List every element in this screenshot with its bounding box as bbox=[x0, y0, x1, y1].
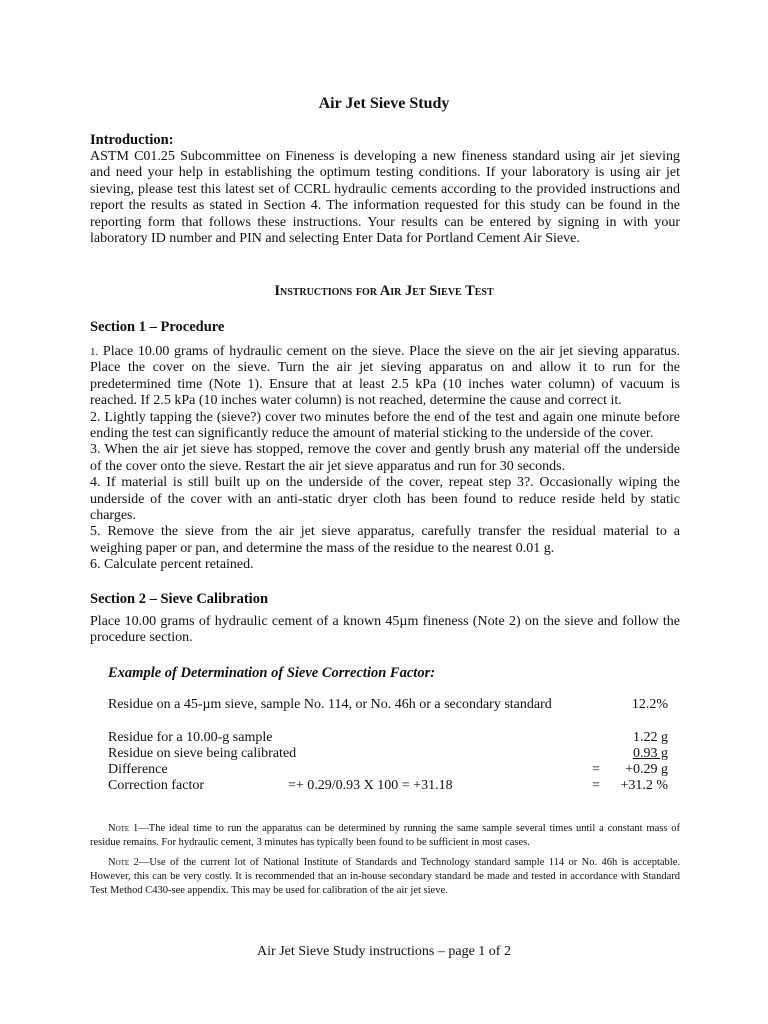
calc-equals: = bbox=[592, 778, 600, 793]
page-title: Air Jet Sieve Study bbox=[318, 95, 450, 112]
calc-label: Residue on sieve being calibrated bbox=[108, 746, 297, 761]
step-number: 2. bbox=[90, 409, 101, 425]
step-text: If material is still built up on the underside of the cover, repeat step 3?. Occasionally wiping the underside of the cover with an anti-static dryer cloth has been found to reduce reside held by static charges. bbox=[90, 475, 680, 524]
calc-row bbox=[108, 746, 668, 762]
step-text: When the air jet sieve has stopped, remove the cover and gently brush any material off the underside of the cover onto the sieve. Restart the air jet sieve apparatus and run for 30 seconds. bbox=[90, 442, 680, 474]
introduction-heading: Introduction: bbox=[90, 132, 174, 148]
procedure-steps bbox=[90, 344, 680, 574]
step-number: 5. bbox=[90, 524, 101, 540]
procedure-step bbox=[90, 410, 680, 443]
step-number: 3. bbox=[90, 442, 101, 458]
note-lead: Note 2 bbox=[108, 857, 139, 868]
instructions-heading: Instructions for Air Jet Sieve Test bbox=[274, 283, 494, 299]
calc-value: +0.29 g bbox=[625, 762, 668, 777]
note-lead: Note 1 bbox=[108, 823, 139, 834]
step-number: 4. bbox=[90, 475, 101, 491]
procedure-step bbox=[90, 475, 680, 524]
calc-formula: =+ 0.29/0.93 X 100 = +31.18 bbox=[288, 778, 453, 793]
section2-heading: Section 2 – Sieve Calibration bbox=[90, 591, 269, 607]
calc-equals: = bbox=[592, 762, 600, 777]
procedure-step bbox=[90, 557, 680, 573]
step-text: Lightly tapping the (sieve?) cover two minutes before the end of the test and again one minute before ending the test can significantly reduce the amount of material sticking to the underside of the cover. bbox=[90, 409, 680, 442]
page-footer: Air Jet Sieve Study instructions – page 1 of 2 bbox=[257, 944, 511, 959]
procedure-step bbox=[90, 344, 680, 410]
introduction-paragraph: ASTM C01.25 Subcommittee on Fineness is developing a new fineness standard using air jet sieving and need your help in establishing the optimum testing conditions. If your laboratory is using air jet sieving, please test this latest set of CCRL hydraulic cements according to the provided instructions and report the results as stated in Section 4. The information requested for this study can be found in the reporting form that follows these instructions. Your results can be entered by signing in with your laboratory ID number and PIN and selecting Enter Data for Portland Cement Air Sieve. bbox=[90, 149, 680, 247]
step-text: Calculate percent retained. bbox=[100, 557, 254, 573]
calc-label: Residue for a 10.00-g sample bbox=[108, 730, 273, 745]
step-number: 1. bbox=[90, 346, 99, 358]
section1-heading: Section 1 – Procedure bbox=[90, 319, 225, 335]
procedure-step bbox=[90, 524, 680, 557]
calc-label: Correction factor bbox=[108, 778, 205, 793]
calc-row bbox=[108, 762, 668, 778]
calc-value: +31.2 % bbox=[620, 778, 668, 793]
calc-label: Difference bbox=[108, 762, 168, 777]
section2-paragraph: Place 10.00 grams of hydraulic cement of a known 45µm fineness (Note 2) on the sieve and follow the procedure section. bbox=[90, 614, 680, 646]
procedure-step bbox=[90, 442, 680, 475]
note-text: —Use of the current lot of National Institute of Standards and Technology standard sample 114 or No. 46h is acceptable. However, this can be very costly. It is recommended that an in-house secondary standard be made and tested in accordance with Standard Test Method C430-see appendix. This may be used for calibration of the air jet sieve. bbox=[90, 857, 680, 896]
calc-label: Residue on a 45-µm sieve, sample No. 114, or No. 46h or a secondary standard bbox=[108, 697, 552, 712]
note-2 bbox=[90, 856, 680, 898]
calc-row bbox=[108, 730, 668, 746]
calc-row bbox=[108, 697, 668, 713]
note-text: —The ideal time to run the apparatus can be determined by running the same sample several times until a constant mass of residue remains. For hydraulic cement, 3 minutes has typically been found to be sufficient in most cases. bbox=[90, 823, 680, 848]
step-number: 6. bbox=[90, 557, 101, 573]
example-heading: Example of Determination of Sieve Correction Factor: bbox=[108, 665, 436, 681]
step-text: Place 10.00 grams of hydraulic cement on the sieve. Place the sieve on the air jet sieving apparatus. Place the cover on the sieve. Turn the air jet sieving apparatus on and allow it to run for the predetermined time (Note 1). Ensure that at least 2.5 kPa (10 inches water column) of vacuum is reached. If 2.5 kPa (10 inches water column) is not reached, determine the cause and correct it. bbox=[90, 344, 680, 409]
calc-row bbox=[108, 778, 668, 794]
calc-value: 1.22 g bbox=[633, 730, 668, 745]
calc-value: 12.2% bbox=[631, 697, 668, 712]
calc-value: 0.93 g bbox=[633, 746, 668, 761]
note-1 bbox=[90, 822, 680, 850]
step-text: Remove the sieve from the air jet sieve apparatus, carefully transfer the residual material to a weighing paper or pan, and determine the mass of the residue to the nearest 0.01 g. bbox=[90, 524, 680, 556]
